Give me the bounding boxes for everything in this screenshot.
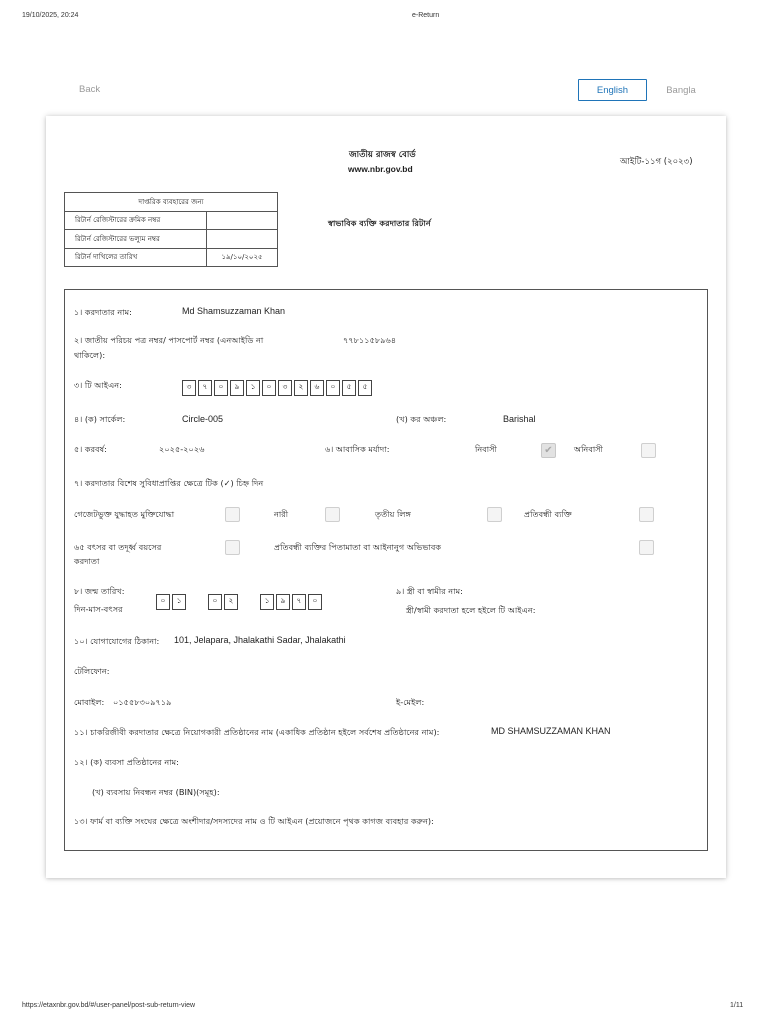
tin-digit: ০ — [262, 380, 276, 396]
mobile-value: ০১৫৫৮৩০৯৭১৯ — [113, 697, 172, 707]
female-label: নারী — [274, 509, 289, 519]
spouse-label: ৯। স্ত্রী বা স্বামীর নাম: — [396, 586, 463, 596]
employer-value: MD SHAMSUZZAMAN KHAN — [491, 726, 611, 736]
senior-checkbox[interactable] — [225, 540, 240, 555]
address-value: 101, Jelapara, Jhalakathi Sadar, Jhalakathi — [174, 635, 346, 645]
tax-year-value: ২০২৫-২০২৬ — [159, 444, 205, 454]
dob-label: ৮। জন্ম তারিখ: — [74, 586, 125, 596]
dob-year-boxes — [260, 594, 322, 610]
senior-label: ৬৫ বৎসর বা তদূর্ধ্ব বয়সের — [74, 542, 162, 552]
tin-digit: ৫ — [342, 380, 356, 396]
guardian-label: প্রতিবন্ধী ব্যক্তির পিতামাতা বা আইনানুগ অভিভাবক — [274, 542, 442, 552]
table-row — [65, 230, 278, 249]
office-row-label: রিটার্ন রেজিস্টারের ভল্যুম নম্বর — [65, 230, 207, 249]
guardian-checkbox[interactable] — [639, 540, 654, 555]
business-name-label: ১২। (ক) ব্যবসা প্রতিষ্ঠানের নাম: — [74, 757, 179, 767]
tin-digit: ০ — [214, 380, 228, 396]
name-label: ১। করদাতার নাম: — [74, 307, 132, 317]
tin-digit: ৩ — [182, 380, 196, 396]
telephone-label: টেলিফোন: — [74, 666, 110, 676]
table-row — [65, 211, 278, 230]
dob-digit: ৭ — [292, 594, 306, 610]
dob-digit: ০ — [308, 594, 322, 610]
nonresident-checkbox[interactable] — [641, 443, 656, 458]
gazetted-ff-checkbox[interactable] — [225, 507, 240, 522]
tin-digit: ২ — [294, 380, 308, 396]
email-label: ই-মেইল: — [396, 697, 425, 707]
tin-digit: ০ — [326, 380, 340, 396]
office-use-table — [64, 192, 278, 267]
tin-digit: ৯ — [230, 380, 244, 396]
tin-label: ৩। টি আইএন: — [74, 380, 122, 390]
tin-digit: ৩ — [278, 380, 292, 396]
circle-label: ৪। (ক) সার্কেল: — [74, 414, 126, 424]
table-row — [65, 248, 278, 267]
nid-value: ৭৭৮১১৫৮৯৬৪ — [343, 335, 397, 345]
dob-digit: ১ — [260, 594, 274, 610]
third-gender-label: তৃতীয় লিঙ্গ — [375, 509, 411, 519]
office-row-value: ১৯/১০/২০২৫ — [207, 248, 278, 267]
third-gender-checkbox[interactable] — [487, 507, 502, 522]
resident-checkbox[interactable] — [541, 443, 556, 458]
authority-website: www.nbr.gov.bd — [348, 164, 413, 174]
spouse-tin-label: স্ত্রী/স্বামী করদাতা হলে হইলে টি আইএন: — [406, 605, 536, 615]
dob-digit: ০ — [208, 594, 222, 610]
bangla-button[interactable]: Bangla — [666, 84, 696, 96]
privilege-label: ৭। করদাতার বিশেষ সুবিধাপ্রাপ্তির ক্ষেত্রে টিক (✓) চিহ্ন দিন — [74, 478, 264, 488]
office-row-value — [207, 230, 278, 249]
dob-format: দিন-মাস-বৎসর — [74, 604, 123, 614]
office-use-header: দাপ্তরিক ব্যবহারের জন্য — [65, 193, 278, 212]
nonresident-label: অনিবাসী — [574, 444, 604, 454]
dob-month-boxes — [208, 594, 238, 610]
tin-digit: ৭ — [198, 380, 212, 396]
form-code: আইটি-১১গ (২০২৩) — [620, 157, 693, 167]
disabled-label: প্রতিবন্ধী ব্যক্তি — [524, 509, 572, 519]
back-button[interactable]: Back — [79, 84, 101, 95]
senior-label-cont: করদাতা — [74, 556, 100, 566]
dob-digit: ০ — [156, 594, 170, 610]
tin-digit: ৬ — [310, 380, 324, 396]
print-page-title: e-Return — [412, 12, 440, 19]
bin-label: (খ) ব্যবসায় নিবন্ধন নম্বর (BIN)(সমূহ): — [92, 787, 220, 797]
partners-label: ১৩। ফার্ম বা ব্যক্তি সংঘের ক্ষেত্রে অংশীদার/সদস্যদের নাম ও টি আইএন (প্রয়োজনে পৃথক কাগজ ব্যবহার করুন): — [74, 816, 434, 826]
zone-label: (খ) কর অঞ্চল: — [396, 414, 447, 424]
mobile-label: মোবাইল: — [74, 697, 105, 707]
form-title: স্বাভাবিক ব্যক্তি করদাতার রিটার্ন — [328, 218, 431, 228]
dob-digit: ২ — [224, 594, 238, 610]
print-page-count: 1/11 — [730, 1002, 744, 1009]
residency-label: ৬। আবাসিক মর্যাদা: — [325, 444, 390, 454]
resident-label: নিবাসী — [475, 444, 497, 454]
authority-name: জাতীয় রাজস্ব বোর্ড — [349, 150, 416, 160]
gazetted-ff-label: গেজেটভুক্ত যুদ্ধাহত মুক্তিযোদ্ধা — [74, 509, 175, 519]
tin-digit: ১ — [246, 380, 260, 396]
disabled-checkbox[interactable] — [639, 507, 654, 522]
print-datetime: 19/10/2025, 20:24 — [22, 12, 79, 19]
tin-digit: ৫ — [358, 380, 372, 396]
office-row-label: রিটার্ন দাখিলের তারিখ — [65, 248, 207, 267]
tax-year-label: ৫। করবর্ষ: — [74, 444, 107, 454]
english-button[interactable]: English — [578, 79, 647, 101]
nid-label: ২। জাতীয় পরিচয় পত্র নম্বর/ পাসপোর্ট নম্বর (এনআইডি না — [74, 335, 264, 345]
dob-digit: ৯ — [276, 594, 290, 610]
nid-label-cont: থাকিলে): — [74, 350, 106, 360]
name-value: Md Shamsuzzaman Khan — [182, 306, 286, 316]
female-checkbox[interactable] — [325, 507, 340, 522]
address-label: ১০। যোগাযোগের ঠিকানা: — [74, 636, 160, 646]
office-row-value — [207, 211, 278, 230]
office-row-label: রিটার্ন রেজিস্টারের ক্রমিক নম্বর — [65, 211, 207, 230]
employer-label: ১১। চাকরিজীবী করদাতার ক্ষেত্রে নিয়োগকারী প্রতিষ্ঠানের নাম (একাধিক প্রতিষ্ঠান হইলে সর্বশেষ প্রতিষ্ঠানের নাম): — [74, 727, 440, 737]
circle-value: Circle-005 — [182, 414, 224, 424]
print-url: https://etaxnbr.gov.bd/#/user-panel/post-sub-return-view — [22, 1002, 196, 1009]
zone-value: Barishal — [503, 414, 536, 424]
tin-digit-boxes — [182, 380, 372, 396]
dob-day-boxes — [156, 594, 186, 610]
dob-digit: ১ — [172, 594, 186, 610]
